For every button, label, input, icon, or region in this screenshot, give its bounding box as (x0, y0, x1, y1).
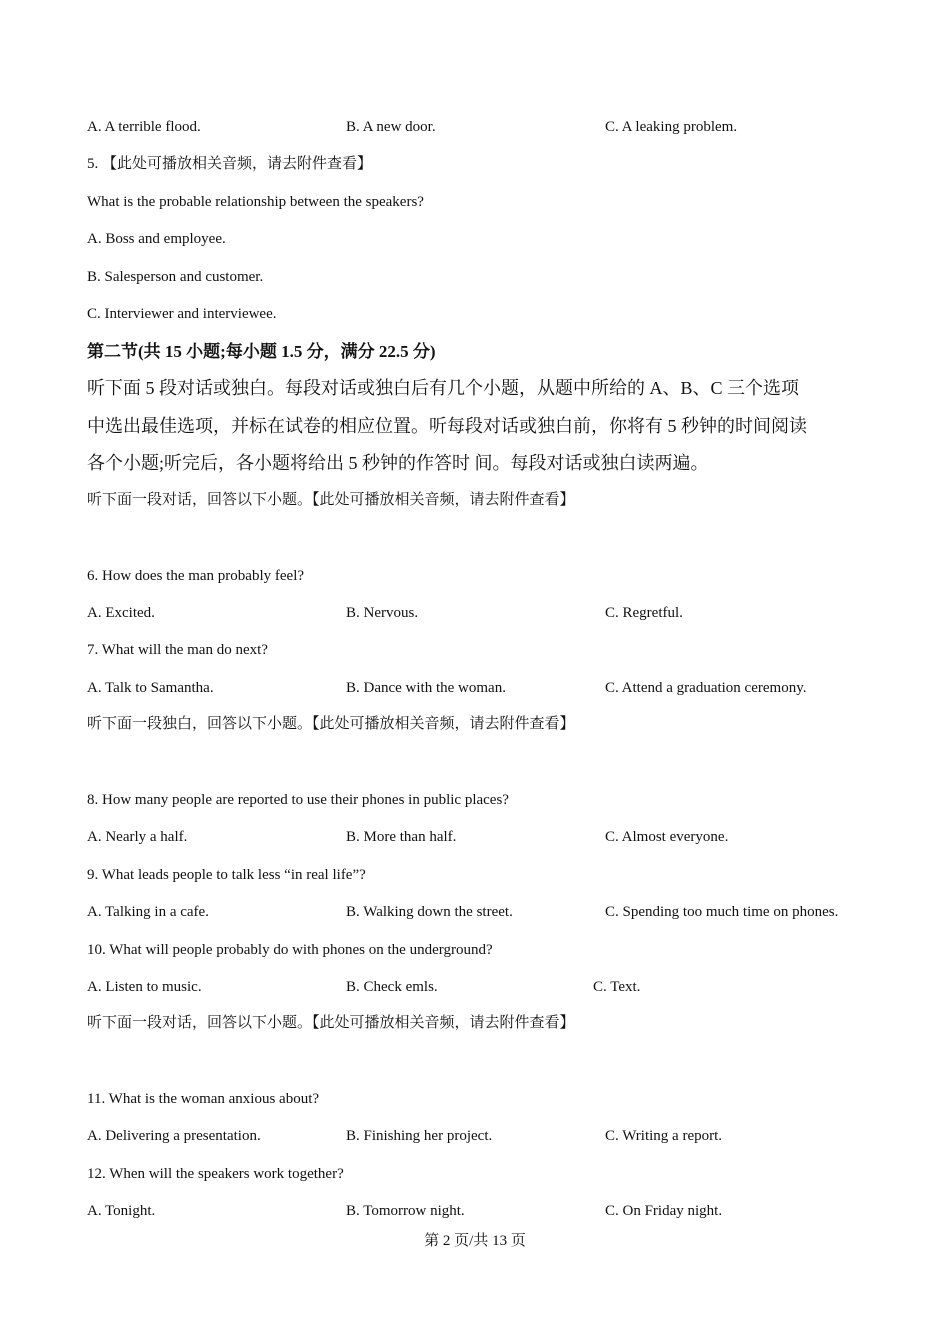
group2-heading: 听下面一段独白，回答以下小题。【此处可播放相关音频，请去附件查看】 (87, 716, 575, 732)
q10-option-b: B. Check emls. (346, 979, 438, 995)
q6-option-b: B. Nervous. (346, 605, 419, 621)
q9-option-c: C. Spending too much time on phones. (605, 904, 839, 920)
section2-instruction-2: 中选出最佳选项，并标在试卷的相应位置。听每段对话或独白前，你将有 5 秒钟的时间阅读 (87, 416, 807, 436)
q9-option-a: A. Talking in a cafe. (87, 904, 209, 920)
q9-option-b: B. Walking down the street. (346, 904, 513, 920)
q11-option-b: B. Finishing her project. (346, 1128, 493, 1144)
q7-question: 7. What will the man do next? (87, 642, 268, 658)
q10-question: 10. What will people probably do with phones on the underground? (87, 942, 493, 958)
q4-option-c: C. A leaking problem. (605, 119, 738, 135)
q8-option-b: B. More than half. (346, 829, 457, 845)
q5-number: 5. 【此处可播放相关音频，请去附件查看】 (87, 156, 373, 172)
q12-option-b: B. Tomorrow night. (346, 1203, 465, 1219)
q12-option-c: C. On Friday night. (605, 1203, 723, 1219)
q11-question: 11. What is the woman anxious about? (87, 1091, 320, 1107)
q4-option-a: A. A terrible flood. (87, 119, 201, 135)
page-footer: 第 2 页/共 13 页 (424, 1233, 526, 1249)
q7-option-a: A. Talk to Samantha. (87, 680, 214, 696)
q7-option-c: C. Attend a graduation ceremony. (605, 680, 807, 696)
q5-option-b: B. Salesperson and customer. (87, 269, 264, 285)
q7-option-b: B. Dance with the woman. (346, 680, 506, 696)
q6-question: 6. How does the man probably feel? (87, 568, 305, 584)
q6-option-c: C. Regretful. (605, 605, 683, 621)
section2-instruction-1: 听下面 5 段对话或独白。每段对话或独白后有几个小题，从题中所给的 A、B、C 三个选项 (87, 378, 800, 398)
q10-option-a: A. Listen to music. (87, 979, 202, 995)
q11-option-c: C. Writing a report. (605, 1128, 723, 1144)
q4-option-b: B. A new door. (346, 119, 436, 135)
q8-question: 8. How many people are reported to use their phones in public places? (87, 792, 509, 808)
section2-title: 第二节(共 15 小题;每小题 1.5 分，满分 22.5 分) (87, 342, 436, 361)
q11-option-a: A. Delivering a presentation. (87, 1128, 261, 1144)
q12-question: 12. When will the speakers work together? (87, 1166, 344, 1182)
group3-heading: 听下面一段对话，回答以下小题。【此处可播放相关音频，请去附件查看】 (87, 1015, 575, 1031)
q9-question: 9. What leads people to talk less “in real life”? (87, 867, 366, 883)
group1-heading: 听下面一段对话，回答以下小题。【此处可播放相关音频，请去附件查看】 (87, 492, 575, 508)
q6-option-a: A. Excited. (87, 605, 155, 621)
q5-option-a: A. Boss and employee. (87, 231, 226, 247)
q12-option-a: A. Tonight. (87, 1203, 156, 1219)
q5-question: What is the probable relationship between the speakers? (87, 194, 424, 210)
q10-option-c: C. Text. (593, 979, 641, 995)
section2-instruction-3: 各个小题;听完后，各小题将给出 5 秒钟的作答时 间。每段对话或独白读两遍。 (87, 453, 709, 473)
q8-option-c: C. Almost everyone. (605, 829, 729, 845)
q5-option-c: C. Interviewer and interviewee. (87, 306, 277, 322)
q8-option-a: A. Nearly a half. (87, 829, 188, 845)
